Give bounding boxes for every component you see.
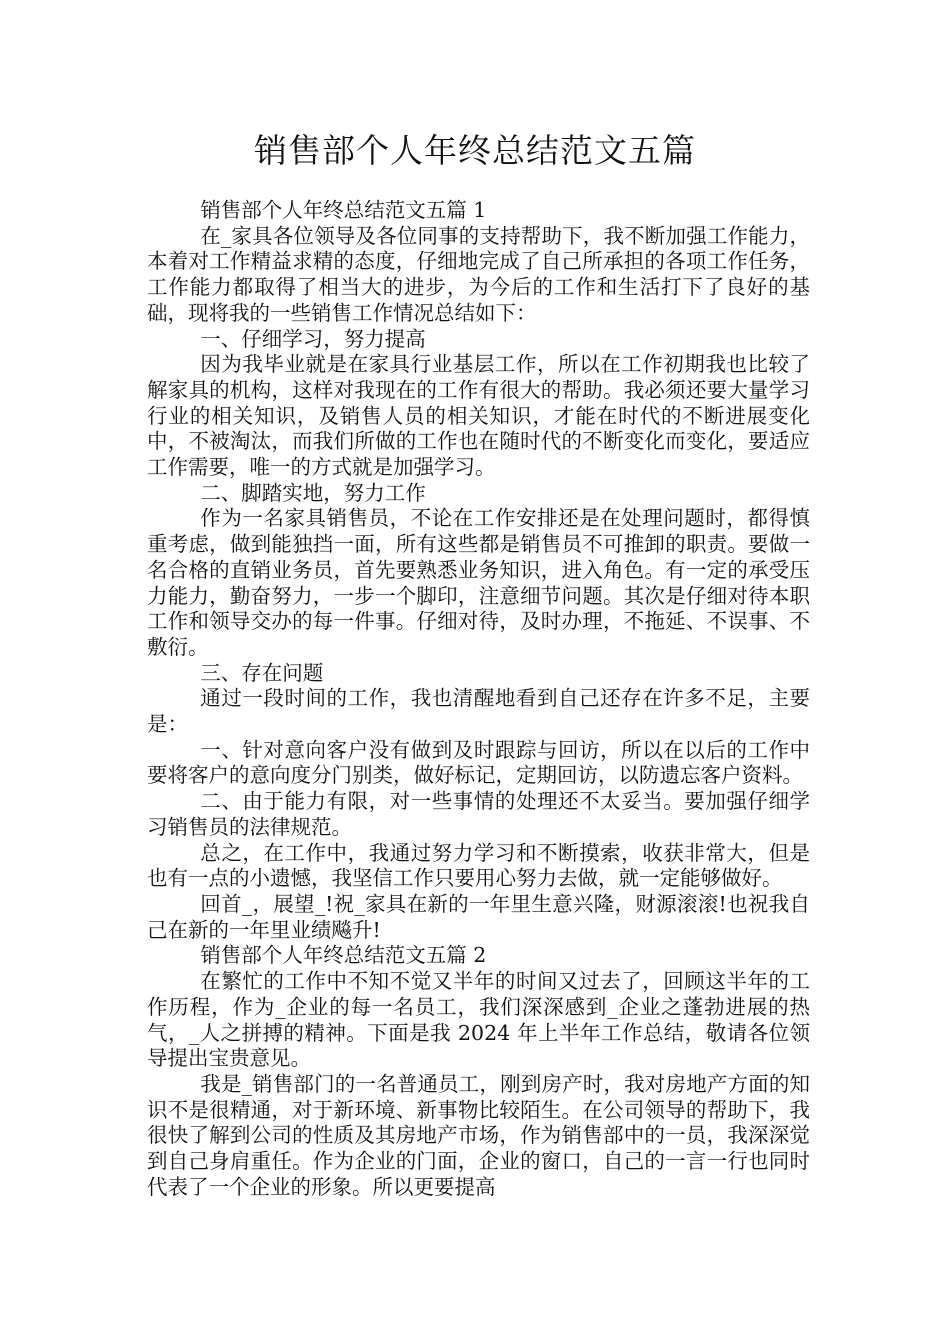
subheading: 一、仔细学习，努力提高	[200, 326, 426, 351]
paragraph: 在繁忙的工作中不知不觉又半年的时间又过去了，回顾这半年的工作历程，作为_企业的每一名员工，我们深深感到_企业之蓬勃进展的热气，_人之拼搏的精神。下面是我 2024 年上半年工作总结，敬请各位领导提出宝贵意见。	[147, 969, 810, 1071]
paragraph: 回首_，展望_!祝_家具在新的一年里生意兴隆，财源滚滚!也祝我自己在新的一年里业绩飚升!	[147, 891, 810, 942]
paragraph: 通过一段时间的工作，我也清醒地看到自己还存在许多不足，主要是：	[147, 686, 810, 737]
paragraph: 在_家具各位领导及各位同事的支持帮助下，我不断加强工作能力，本着对工作精益求精的态度，仔细地完成了自己所承担的各项工作任务，工作能力都取得了相当大的进步，为今后的工作和生活打下了良好的基础，现将我的一些销售工作情况总结如下：	[147, 223, 810, 325]
subheading: 二、脚踏实地，努力工作	[200, 480, 426, 505]
document-body	[147, 198, 810, 1200]
paragraph: 因为我毕业就是在家具行业基层工作，所以在工作初期我也比较了解家具的机构，这样对我现在的工作有很大的帮助。我必须还要大量学习行业的相关知识，及销售人员的相关知识，才能在时代的不断进展变化中，不被淘汰，而我们所做的工作也在随时代的不断变化而变化，要适应工作需要，唯一的方式就是加强学习。	[147, 352, 810, 480]
subheading: 三、存在问题	[200, 660, 324, 685]
paragraph: 作为一名家具销售员，不论在工作安排还是在处理问题时，都得慎重考虑，做到能独挡一面，所有这些都是销售员不可推卸的职责。要做一名合格的直销业务员，首先要熟悉业务知识，进入角色。有一定的承受压力能力，勤奋努力，一步一个脚印，注意细节问题。其次是仔细对待本职工作和领导交办的每一件事。仔细对待，及时办理，不拖延、不误事、不敷衍。	[147, 506, 810, 659]
paragraph: 我是_销售部门的一名普通员工，刚到房产时，我对房地产方面的知识不是很精通，对于新环境、新事物比较陌生。在公司领导的帮助下，我很快了解到公司的性质及其房地产市场，作为销售部中的一员，我深深觉到自己身肩重任。作为企业的门面，企业的窗口，自己的一言一行也同时代表了一个企业的形象。所以更要提高	[147, 1071, 810, 1199]
section-heading-2: 销售部个人年终总结范文五篇 2	[200, 943, 487, 968]
document-title: 销售部个人年终总结范文五篇	[254, 131, 696, 170]
paragraph: 一、针对意向客户没有做到及时跟踪与回访，所以在以后的工作中要将客户的意向度分门别类，做好标记，定期回访，以防遗忘客户资料。	[147, 737, 810, 788]
paragraph: 二、由于能力有限，对一些事情的处理还不太妥当。要加强仔细学习销售员的法律规范。	[147, 789, 810, 839]
section-heading-1: 销售部个人年终总结范文五篇 1	[200, 198, 487, 222]
paragraph: 总之，在工作中，我通过努力学习和不断摸索，收获非常大，但是也有一点的小遗憾，我坚信工作只要用心努力去做，就一定能够做好。	[147, 840, 810, 891]
